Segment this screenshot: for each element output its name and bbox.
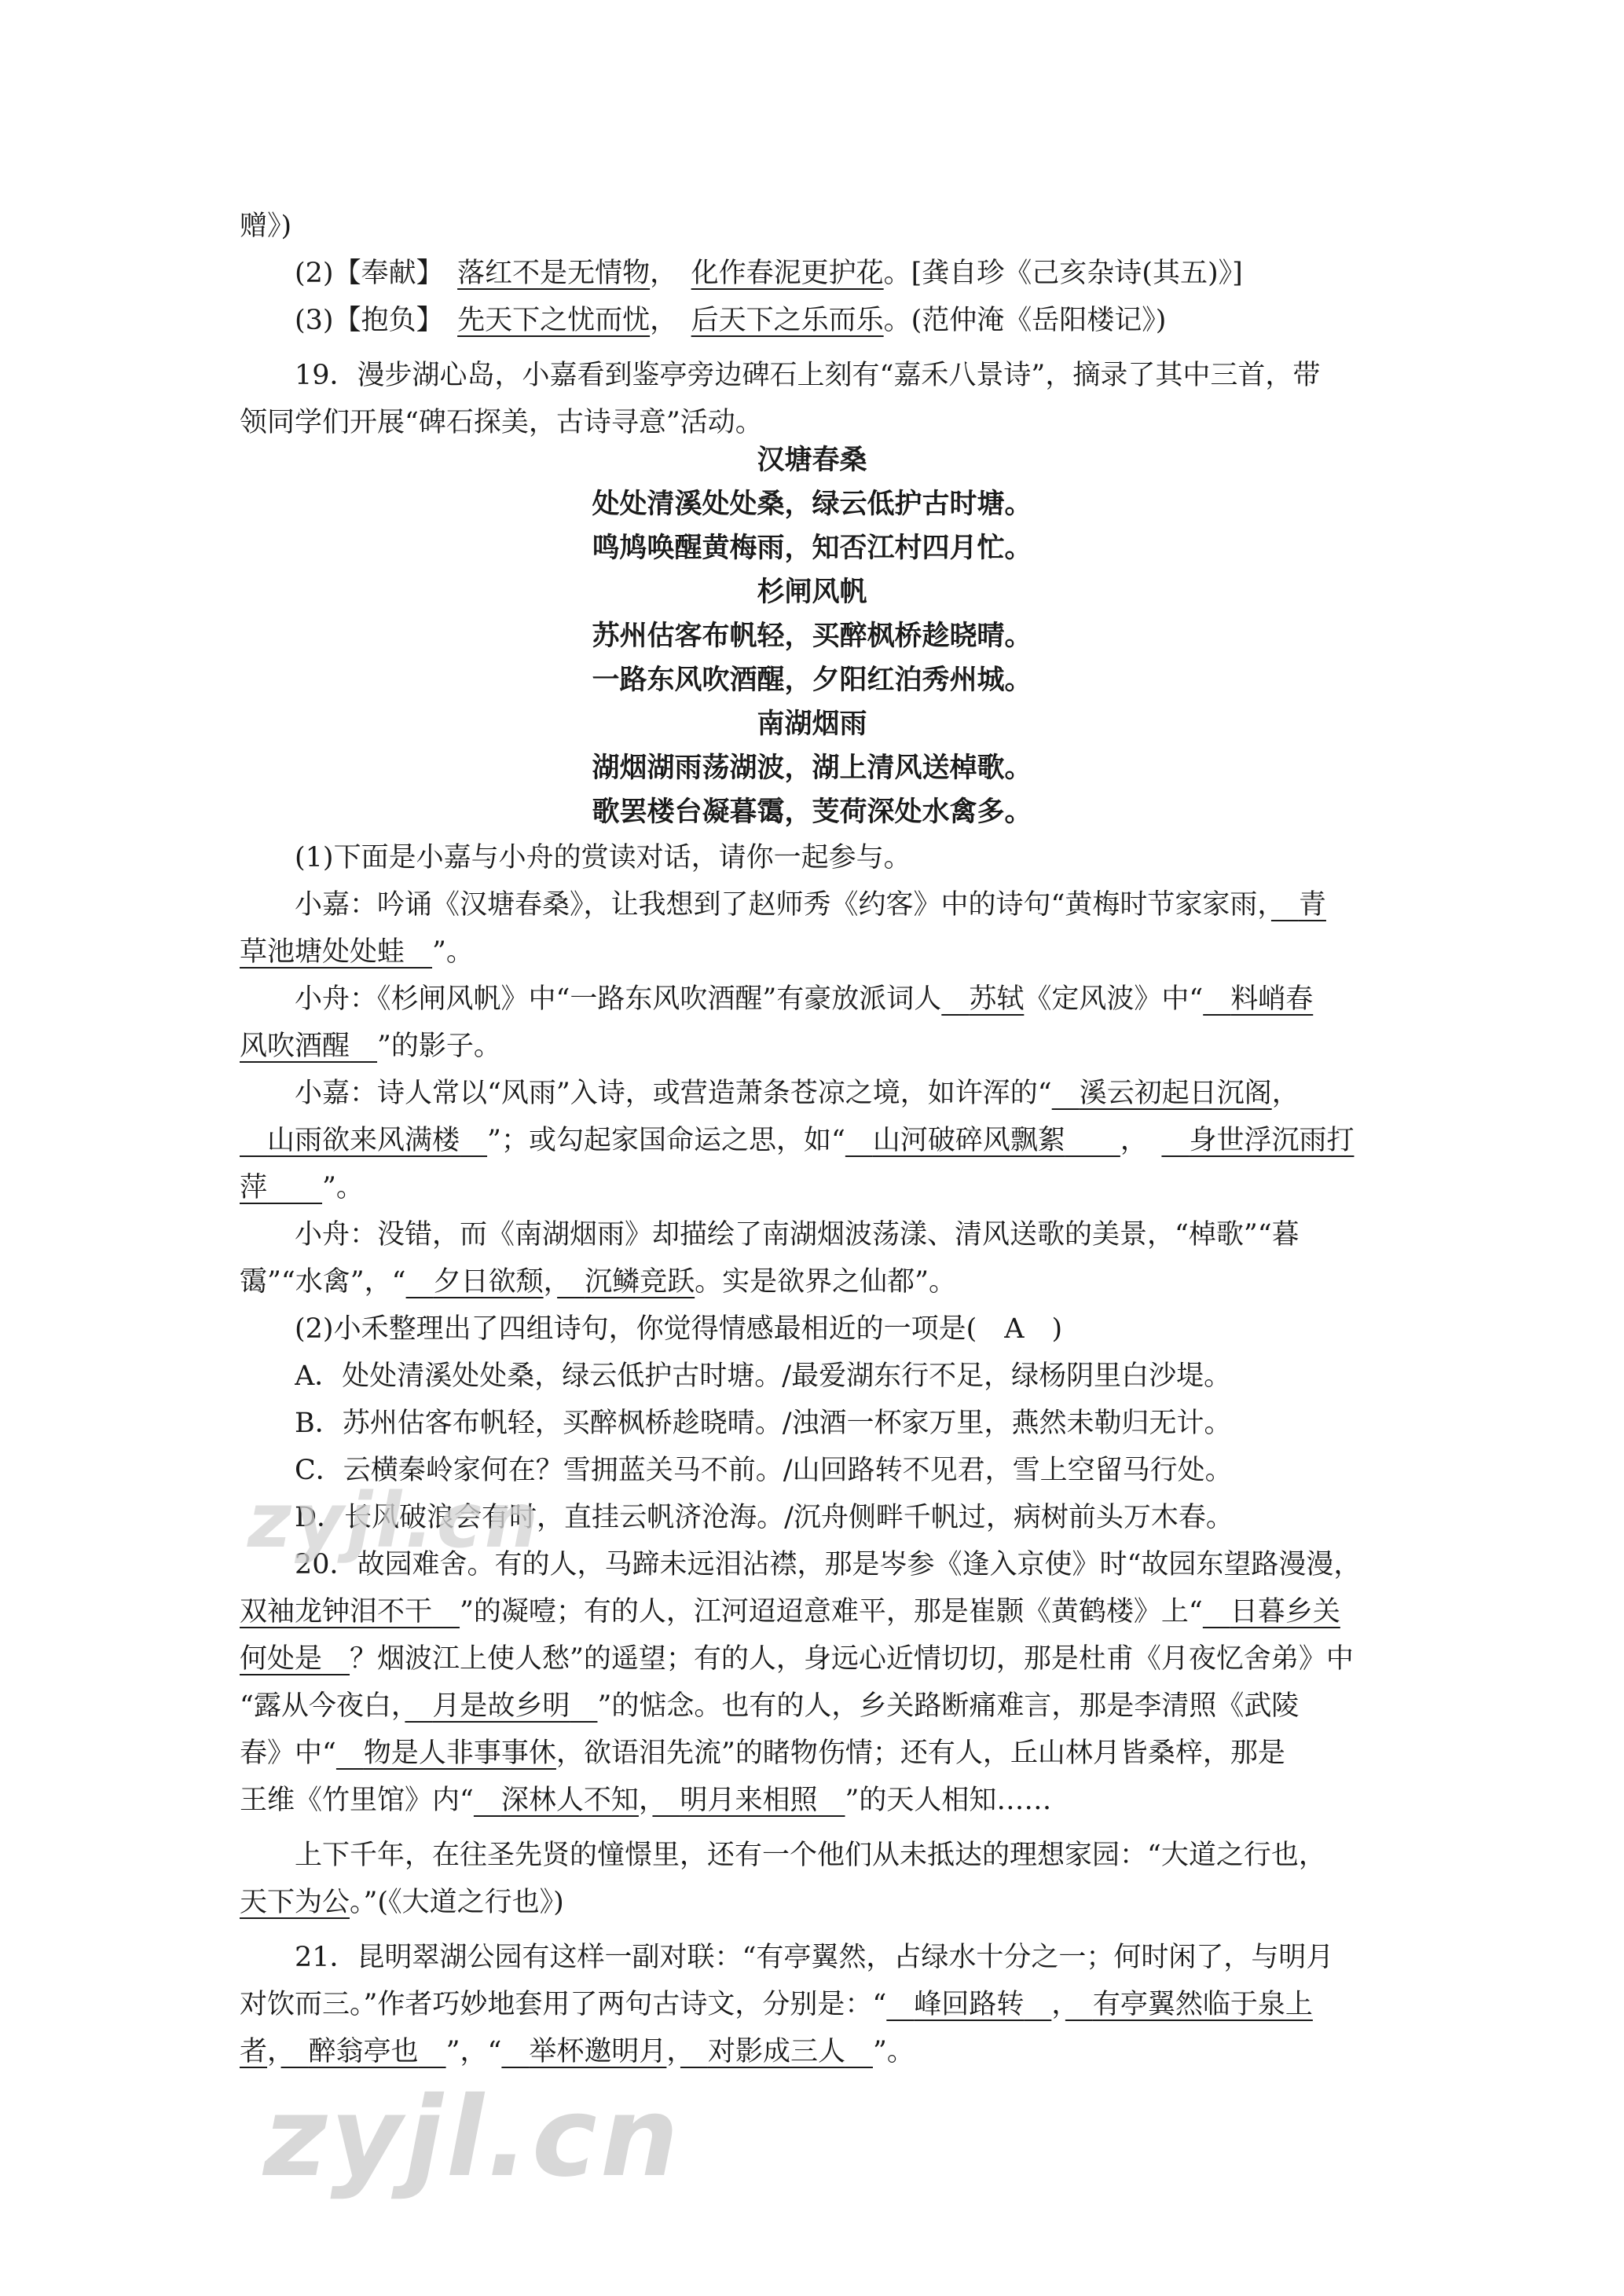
question-20: 何处是 ？烟波江上使人愁”的遥望；有的人，身远心近情切切，那是杜甫《月夜忆舍弟》中: [240, 1643, 1354, 1675]
dialogue-line: 草池塘处处蛙 ”。: [240, 936, 474, 968]
question-19-intro: 19．漫步湖心岛，小嘉看到鉴亭旁边碑石上刻有“嘉禾八景诗”，摘录了其中三首，带: [295, 360, 1321, 391]
watermark: zyjl.cn: [263, 2074, 682, 2202]
dialogue-line: 小嘉：诗人常以“风雨”入诗，或营造萧条苍凉之境，如许浑的“ 溪云初起日沉阁，: [295, 1078, 1300, 1109]
text-line: 赠》): [240, 211, 292, 242]
poem-line: 鸣鸠唤醒黄梅雨，知否江村四月忙。: [592, 533, 1032, 564]
dialogue-line: 小舟：《杉闸风帆》中“一路东风吹酒醒”有豪放派词人 苏轼《定风波》中“ 料峭春: [295, 983, 1314, 1015]
poem-line: 苏州估客布帆轻，买醉枫桥趁晓晴。: [592, 621, 1032, 652]
question-20: 春》中“ 物是人非事事休，欲语泪先流”的睹物伤情；还有人，丘山林月皆桑梓，那是: [240, 1738, 1285, 1769]
poem-title: 杉闸风帆: [757, 577, 867, 608]
option-b: B．苏州估客布帆轻，买醉枫桥趁晓晴。/浊酒一杯家万里，燕然未勒归无计。: [295, 1408, 1232, 1439]
sub-question-1: (1)下面是小嘉与小舟的赏读对话，请你一起参与。: [295, 842, 911, 873]
question-21: 对饮而三。”作者巧妙地套用了两句古诗文，分别是：“ 峰回路转 ， 有亭翼然临于泉上: [240, 1989, 1313, 2020]
dialogue-line: 萍 ”。: [240, 1172, 364, 1203]
question-20: 双袖龙钟泪不干 ”的凝噎；有的人，江河迢迢意难平，那是崔颢《黄鹤楼》上“ 日暮乡关: [240, 1596, 1340, 1628]
poem-line: 处处清溪处处桑，绿云低护古时塘。: [592, 489, 1032, 520]
dialogue-line: 风吹酒醒 ”的影子。: [240, 1031, 501, 1062]
question-20-closing: 天下为公。”(《大道之行也》): [240, 1887, 564, 1918]
question-20-closing: 上下千年，在往圣先贤的憧憬里，还有一个他们从未抵达的理想家园：“大道之行也，: [295, 1840, 1326, 1871]
answer-line-dedication: (2)【奉献】 落红不是无情物， 化作春泥更护花。[龚自珍《己亥杂诗(其五)》]: [295, 258, 1243, 289]
poem-line: 湖烟湖雨荡湖波，湖上清风送棹歌。: [592, 753, 1032, 784]
watermark: zyjl.cn: [247, 1477, 541, 1565]
option-a: A．处处清溪处处桑，绿云低护古时塘。/最爱湖东行不足，绿杨阴里白沙堤。: [295, 1360, 1232, 1392]
question-21: 者， 醉翁亭也 ”，“ 举杯邀明月， 对影成三人 ”。: [240, 2036, 915, 2067]
dialogue-line: 小舟：没错，而《南湖烟雨》却描绘了南湖烟波荡漾、清风送歌的美景，“棹歌”“暮: [295, 1219, 1300, 1251]
question-20: “露从今夜白， 月是故乡明 ”的惦念。也有的人，乡关路断痛难言，那是李清照《武陵: [240, 1690, 1300, 1722]
option-c: C．云横秦岭家何在？雪拥蓝关马不前。/山回路转不见君，雪上空留马行处。: [295, 1455, 1233, 1486]
question-20: 王维《竹里馆》内“ 深林人不知， 明月来相照 ”的天人相知……: [240, 1785, 1052, 1816]
dialogue-line: 小嘉：吟诵《汉塘春桑》，让我想到了赵师秀《约客》中的诗句“黄梅时节家家雨， 青: [295, 889, 1326, 921]
question-19-intro-cont: 领同学们开展“碑石探美，古诗寻意”活动。: [240, 407, 763, 438]
poem-line: 歌罢楼台凝暮霭，芰荷深处水禽多。: [592, 796, 1032, 828]
answer-line-ambition: (3)【抱负】 先天下之忧而忧， 后天下之乐而乐。(范仲淹《岳阳楼记》): [295, 305, 1167, 336]
question-21: 21．昆明翠湖公园有这样一副对联：“有亭翼然，占绿水十分之一；何时闲了，与明月: [295, 1942, 1334, 1973]
poem-line: 一路东风吹酒醒，夕阳红泊秀州城。: [592, 665, 1032, 696]
sub-question-2: (2)小禾整理出了四组诗句，你觉得情感最相近的一项是( A ): [295, 1313, 1063, 1345]
dialogue-line: 山雨欲来风满楼 ”；或勾起家国命运之思，如“ 山河破碎风飘絮 ， 身世浮沉雨打: [267, 1125, 1355, 1156]
poem-title: 汉塘春桑: [757, 445, 867, 476]
dialogue-line: 霭”“水禽”，“ 夕日欲颓， 沉鳞竞跃。实是欲界之仙都”。: [240, 1266, 957, 1298]
option-d: D．长风破浪会有时，直挂云帆济沧海。/沉舟侧畔千帆过，病树前头万木春。: [295, 1502, 1234, 1533]
question-20: 20．故园难舍。有的人，马蹄未远泪沾襟，那是岑参《逢入京使》时“故园东望路漫漫，: [295, 1549, 1362, 1580]
poem-title: 南湖烟雨: [757, 709, 867, 740]
